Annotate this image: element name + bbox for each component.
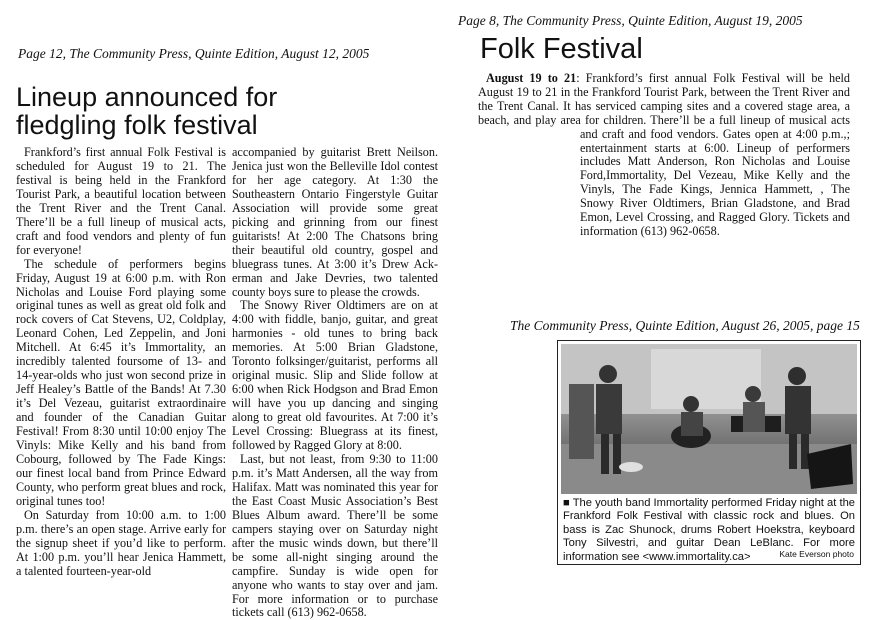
article-body: : Frankford’s first annual Folk Festival will be held August 19 to 21 in the Frankford Tourist Park, between the Trent River and the Trent Canal. It has serviced camping sites and a covered stage area, a beach, and play area for children. There’ll be a full lineup of musical acts and craft and food vendors. Gates open at 4:00 p.m.,; entertainment starts at 6:00. Lineup of performers includes Matt Anderson, Ron Nicholas and Louise Ford,Immortality, Del Vezeau, Mike Kelly and the Vinyls, The Fade Kings, Jennica Hammett, , The Snowy River Oldtimers, Brian Gladstone, and Brad Emon, Level Crossing, and Ragged Glory. Tickets and information (613) 962-0658. (478, 71, 851, 238)
article-column-1 (16, 146, 226, 579)
paragraph: accompanied by guitarist Brett Neilson. Jenica just won the Belleville Idol contest for her age category. At 1:30 the Southeastern Ontario Fingerstyle Guitar Association will provide some great picking and grinning from our finest guitarists! At 2:00 The Chatsons bring their beautiful old country, gospel and bluegrass tunes. At 3:00 it’s Drew Ackerman and Jake Devries, two talented county boys sure to please the crowds. (232, 145, 438, 299)
band-on-stage-image (561, 344, 857, 494)
caption-text: The youth band Immortality performed Friday night at the Frankford Folk Festival with classic rock and blues. On bass is Zac Shunock, drums Robert Hoekstra, keyboard Tony Silvestri, and guitar Dean LeBlanc. For more information see <www.immortality.ca> (563, 497, 856, 563)
source-line-august-19: Page 8, The Community Press, Quinte Edition, August 19, 2005 (458, 13, 803, 28)
source-line-august-12: Page 12, The Community Press, Quinte Edition, August 12, 2005 (18, 46, 370, 61)
headline-lineup: Lineup announced for fledgling folk festival (16, 82, 278, 140)
caption-bullet-icon: ■ (563, 497, 570, 509)
folk-festival-article (478, 72, 850, 298)
article-lead: August 19 to 21 (486, 71, 577, 85)
article-column-2 (232, 146, 438, 620)
paragraph: The Snowy River Oldtimers are on at 4:00 with fiddle, banjo, guitar, and great harmonies - old tunes to bring back memories. At 5:00 Brian Gladstone, Toronto folksinger/guitarist, performs all original music. Slip and Slide follow at 6:00 when Rick Hodgson and Brad Emon will have you up dancing and singing along to great old favourites. At 7:00 it’s Level Crossing: Bluegrass at its finest, followed by Ragged Glory at 8:00. (232, 298, 438, 453)
source-line-august-26: The Community Press, Quinte Edition, August 26, 2005, page 15 (510, 318, 860, 333)
band-photo (561, 344, 857, 494)
paragraph: Frankford’s first annual Folk Festival is scheduled for August 19 to 21. The festival is being held in the Frankford Tourist Park, a beautiful location between the Trent River and the Trent Canal. There’ll be a full lineup of musical acts, craft and food vendors and plenty of fun for everyone! (16, 145, 226, 257)
photo-credit: Kate Everson photo (779, 549, 854, 559)
paragraph: The schedule of performers begins Friday, August 19 at 6:00 p.m. with Ron Nicholas and Louise Ford playing some original tunes as well as great old folk and rock covers of Cat Stevens, U2, Coldplay, Leonard Cohen, Led Zeppelin, and Joni Mitchell. At 6:45 it’s Immortality, an incredibly talented foursome of 13- and 14-year-olds who just won second prize in Jeff Healey’s Battle of the Bands! At 7.30 it’s Del Vezeau, guitarist extraordinaire and founder of the Canadian Guitar Festival! From 8:30 until 10:00 enjoy The Vinyls: Mike Kelly and his band from Cobourg, followed by The Fade Kings: our finest local band from Prince Edward County, who perform great blues and rock, original tunes too! (16, 256, 226, 508)
paragraph: On Saturday from 10:00 a.m. to 1:00 p.m. there’s an open stage. Arrive early for the signup sheet if you’d like to perform. At 1:00 p.m. you’ll hear Jenica Hammett, a talented fourteen-year-old (16, 507, 226, 578)
photo-clipping (557, 340, 861, 565)
headline-folk-festival: Folk Festival (480, 33, 643, 65)
paragraph: Last, but not least, from 9:30 to 11:00 p.m. it’s Matt Andersen, all the way from Halifax. Matt was nominated this year for the East Coast Music Association’s Best Blues Album award. There’ll be some campers staying over on Saturday night after the music winds down, but there’ll be some all-night singing around the campfire. Sunday is wide open for anyone who wants to stay over and jam. For more information or to purchase tickets call (613) 962-0658. (232, 451, 438, 620)
